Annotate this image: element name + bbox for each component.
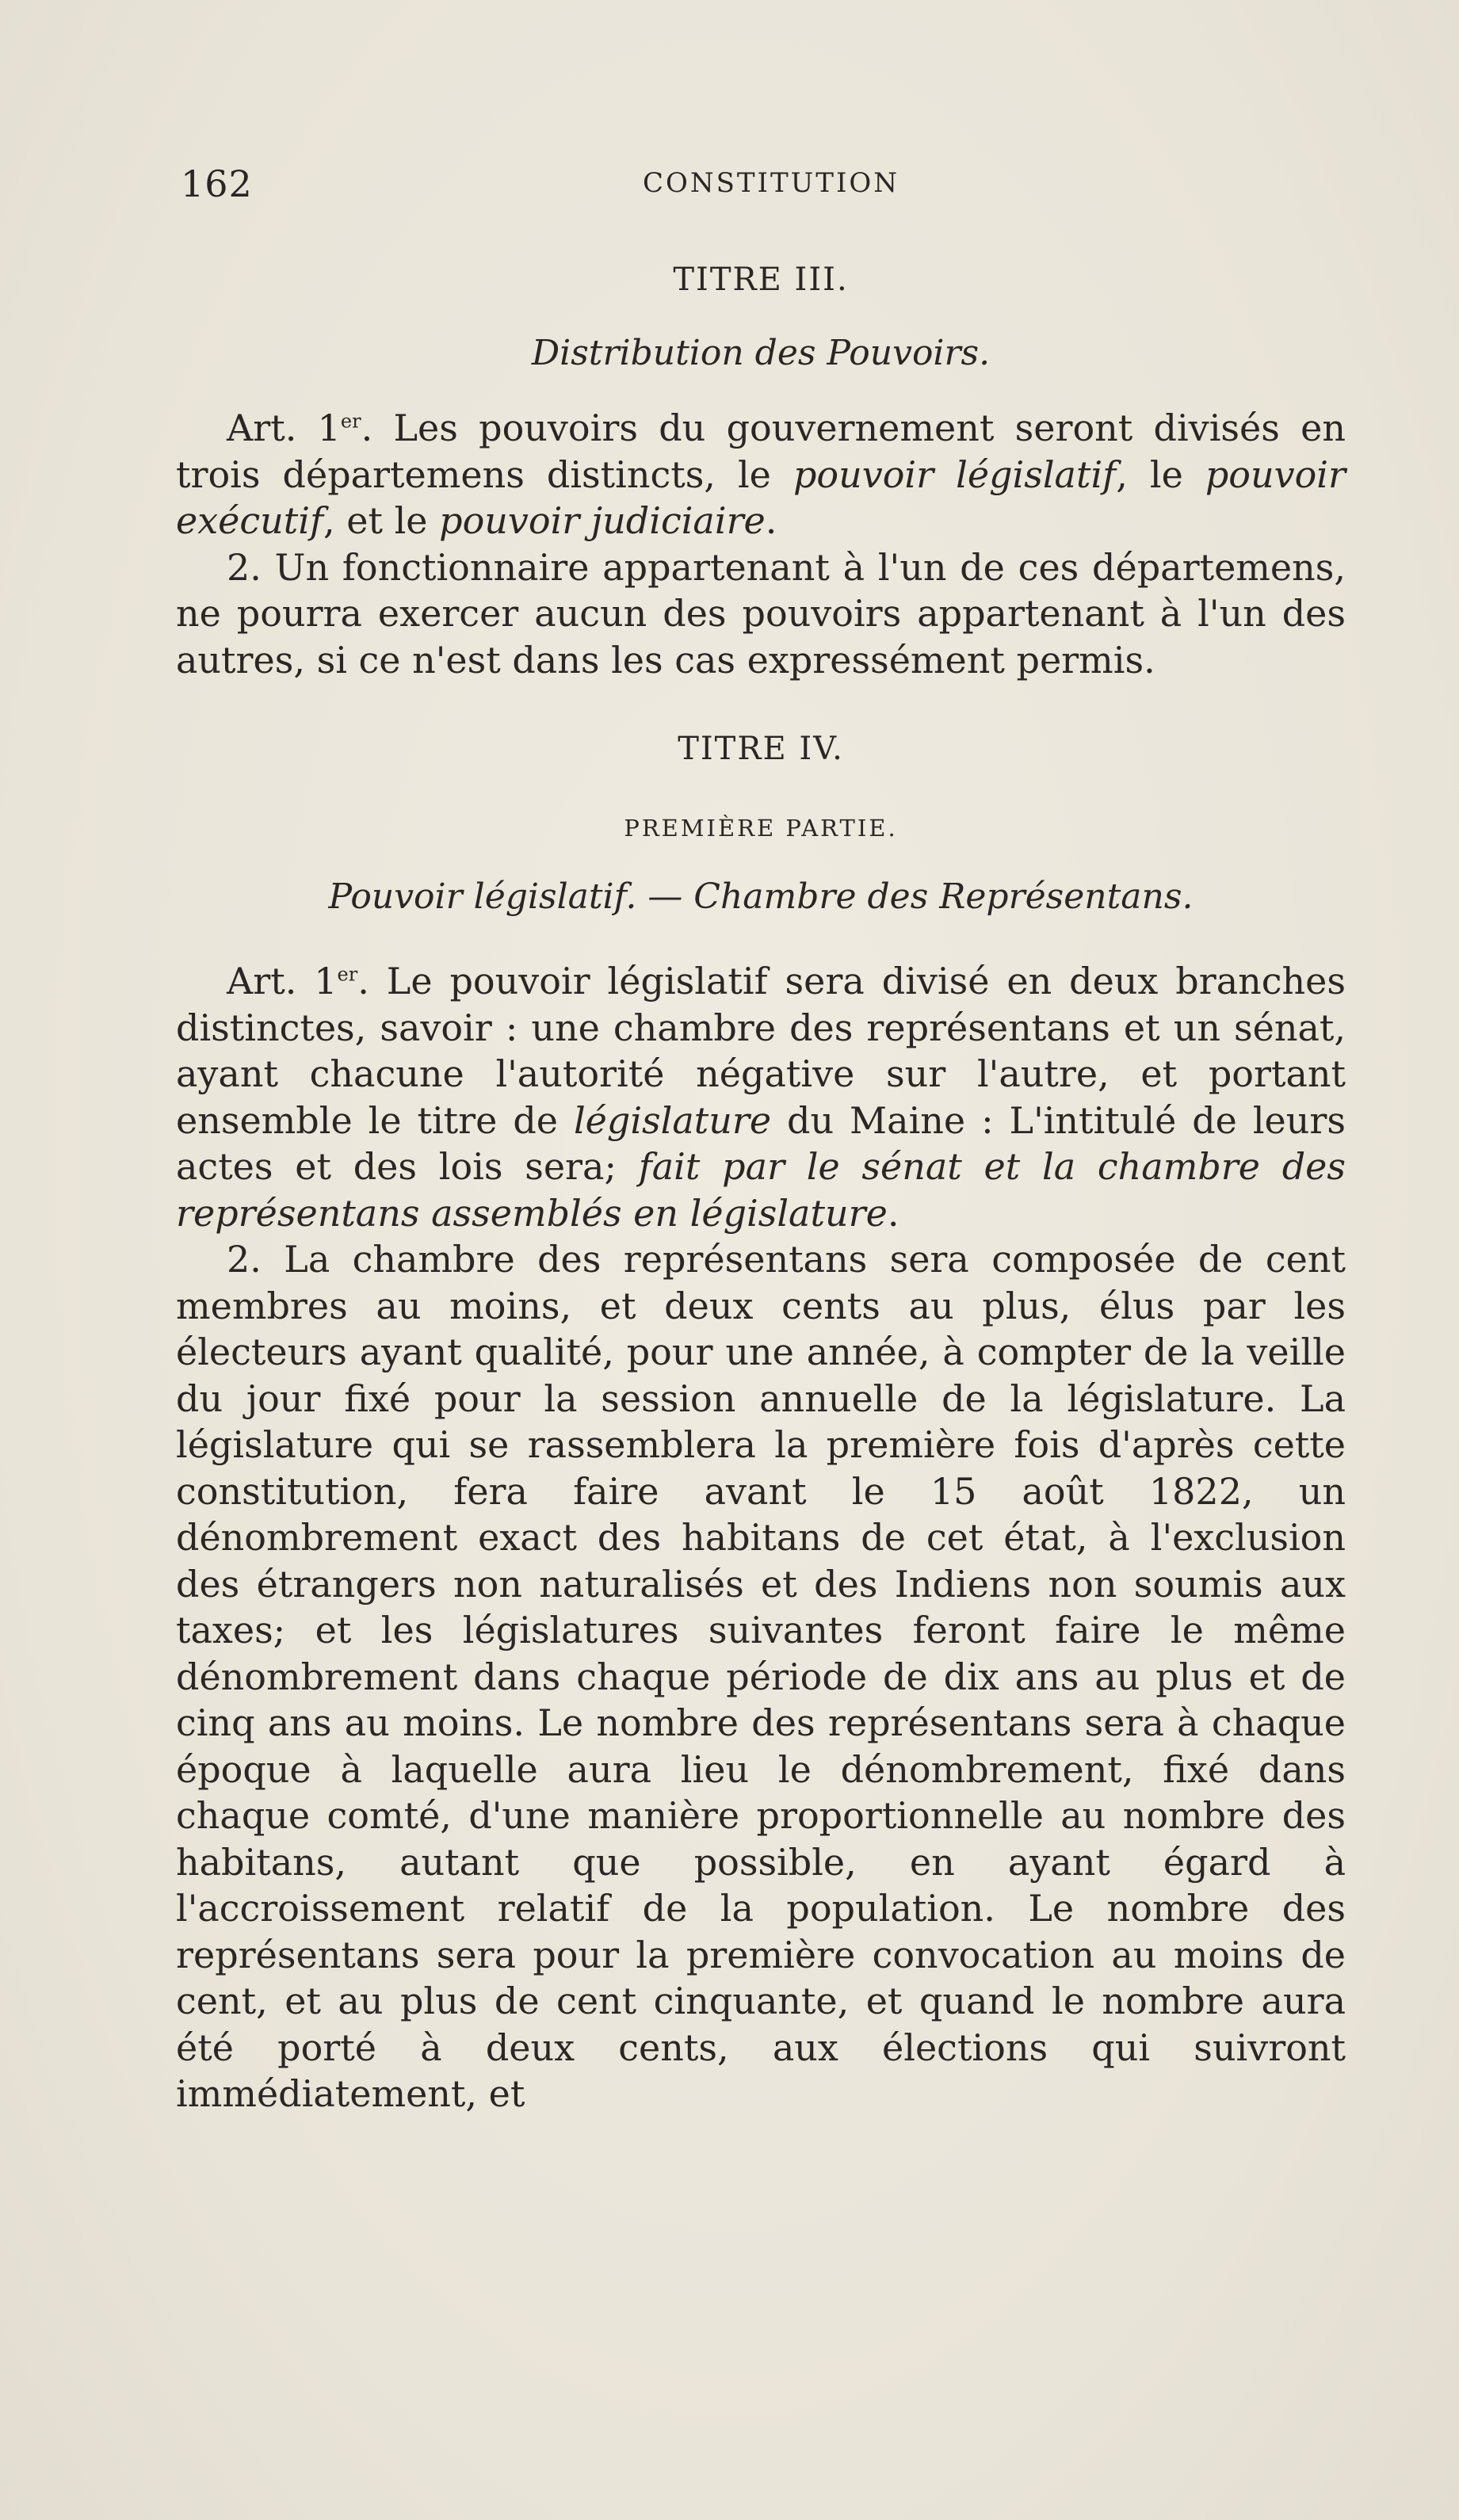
titre-iv-subheading: Pouvoir législatif. — Chambre des Représentans. [328,876,1194,917]
page-number: 162 [181,162,253,205]
article-text: du Maine : L'intitulé de leurs actes et des lois sera; [176,1098,1346,1188]
titre-iii-article-1 [176,405,1346,544]
article-number: Art. 1 [227,960,338,1002]
titre-iii-heading: TITRE III. [673,262,849,298]
article-number-superscript: er [337,963,358,986]
article-number-superscript: er [340,410,361,433]
titre-iii-subheading: Distribution des Pouvoirs. [531,333,991,373]
titre-iv-heading: TITRE IV. [678,731,844,767]
article-emphasis: pouvoir exécutif [176,452,1346,542]
article-text: . Les pouvoirs du gouvernement seront divisés en trois départemens distincts, le [176,407,1346,496]
article-emphasis: pouvoir judiciaire [439,499,766,542]
running-head [181,162,1346,210]
article-text: , le [1116,452,1205,496]
article-emphasis: pouvoir législatif [793,452,1117,496]
article-number: Art. 1 [227,407,341,449]
titre-iii-article-2: 2. Un fonctionnaire appartenant à l'un de ces départemens, ne pourra exercer aucun des pouvoirs appartenant à l'un des autres, si ce n'est dans les cas expressément permis. [176,545,1346,682]
article-text: . Le pouvoir législatif sera divisé en deux branches distinctes, savoir : une chambre des représentans et un sénat, ayant chacune l'autorité négative sur l'autre, et portant ensemble le titre de [176,960,1346,1142]
titre-iv-article-1 [176,958,1346,1236]
premiere-partie-heading: PREMIÈRE PARTIE. [624,815,898,842]
text-block [176,262,1346,2117]
running-title: CONSTITUTION [642,167,900,199]
article-text: . [765,499,777,542]
article-emphasis: fait par le sénat et la chambre des représentans assemblés en législature [176,1145,1346,1235]
titre-iv-article-2: 2. La chambre des représentans sera composée de cent membres au moins, et deux cents au plus, élus par les électeurs ayant qualité, pour une année, à compter de la veille du jour fixé pour la session annuelle de la législature. La législature qui se rassemblera la première fois d'après cette constitution, fera faire avant le 15 août 1822, un dénombrement exact des habitans de cet état, à l'exclusion des étrangers non naturalisés et des Indiens non soumis aux taxes; et les législatures suivantes feront faire le même dénombrement dans chaque période de dix ans au plus et de cinq ans au moins. Le nombre des représentans sera à chaque époque à laquelle aura lieu le dénombrement, fixé dans chaque comté, d'une manière proportionnelle au nombre des habitans, autant que possible, en ayant égard à l'accroissement relatif de la population. Le nombre des représentans sera pour la première convocation au moins de cent, et au plus de cent cinquante, et quand le nombre aura été porté à deux cents, aux élections qui suivront immédiatement, et [176,1238,1346,2115]
article-emphasis: législature [573,1098,772,1142]
article-text: , et le [323,499,440,542]
article-text: . [887,1191,899,1235]
